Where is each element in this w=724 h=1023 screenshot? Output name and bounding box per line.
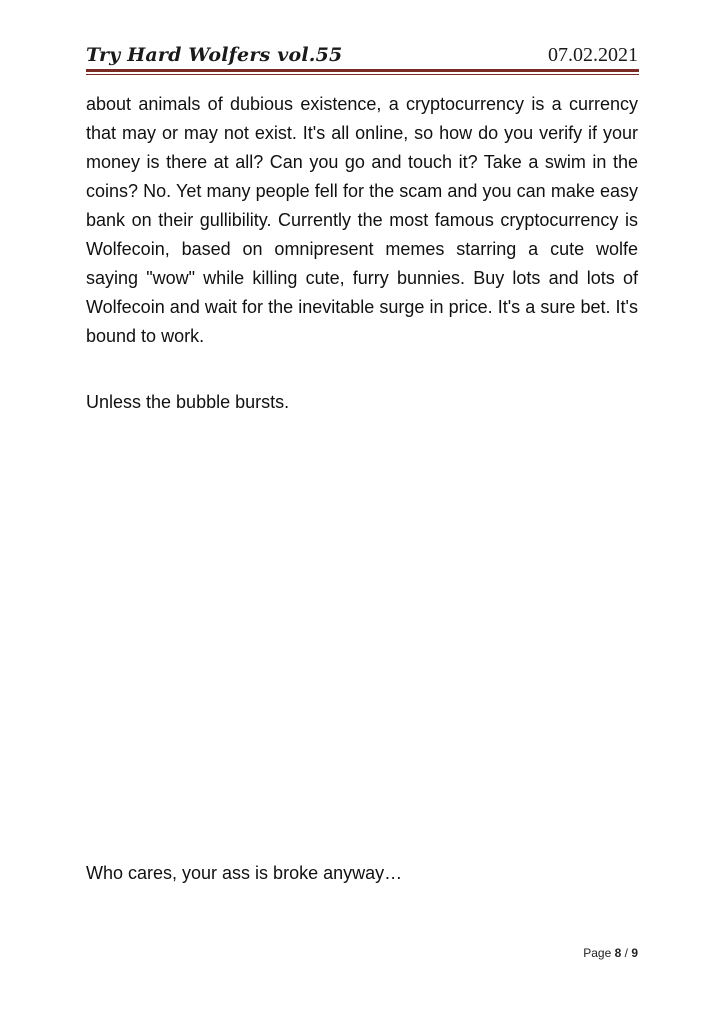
body-paragraph-1: about animals of dubious existence, a cryptocurrency is a currency that may or may not exist. It's all online, so how do you verify if your money is there at all? Can you go and touch it? Take a swim in the coins? No. Yet many people fell for the scam and you can make easy bank on their gullibility. Currently the most famous cryptocurrency is Wolfecoin, based on omnipresent memes starring a cute wolfe saying "wow" while killing cute, furry bunnies. Buy lots and lots of Wolfecoin and wait for the inevitable surge in price. It's a sure bet. It's bound to work. (86, 94, 638, 346)
current-page-number: 8 (614, 946, 622, 960)
header-rule-thick (86, 69, 639, 72)
page-header (86, 44, 638, 70)
header-title: Try Hard Wolfers vol.55 (86, 44, 343, 66)
total-pages-number: 9 (631, 946, 638, 960)
body-paragraph-3: Who cares, your ass is broke anyway… (86, 863, 403, 883)
page-footer (583, 946, 638, 960)
page-label: Page (583, 946, 615, 960)
header-date: 07.02.2021 (548, 44, 638, 66)
header-rule-thin (86, 74, 639, 75)
body-paragraph-2: Unless the bubble bursts. (86, 392, 290, 412)
page-separator: / (624, 946, 632, 960)
